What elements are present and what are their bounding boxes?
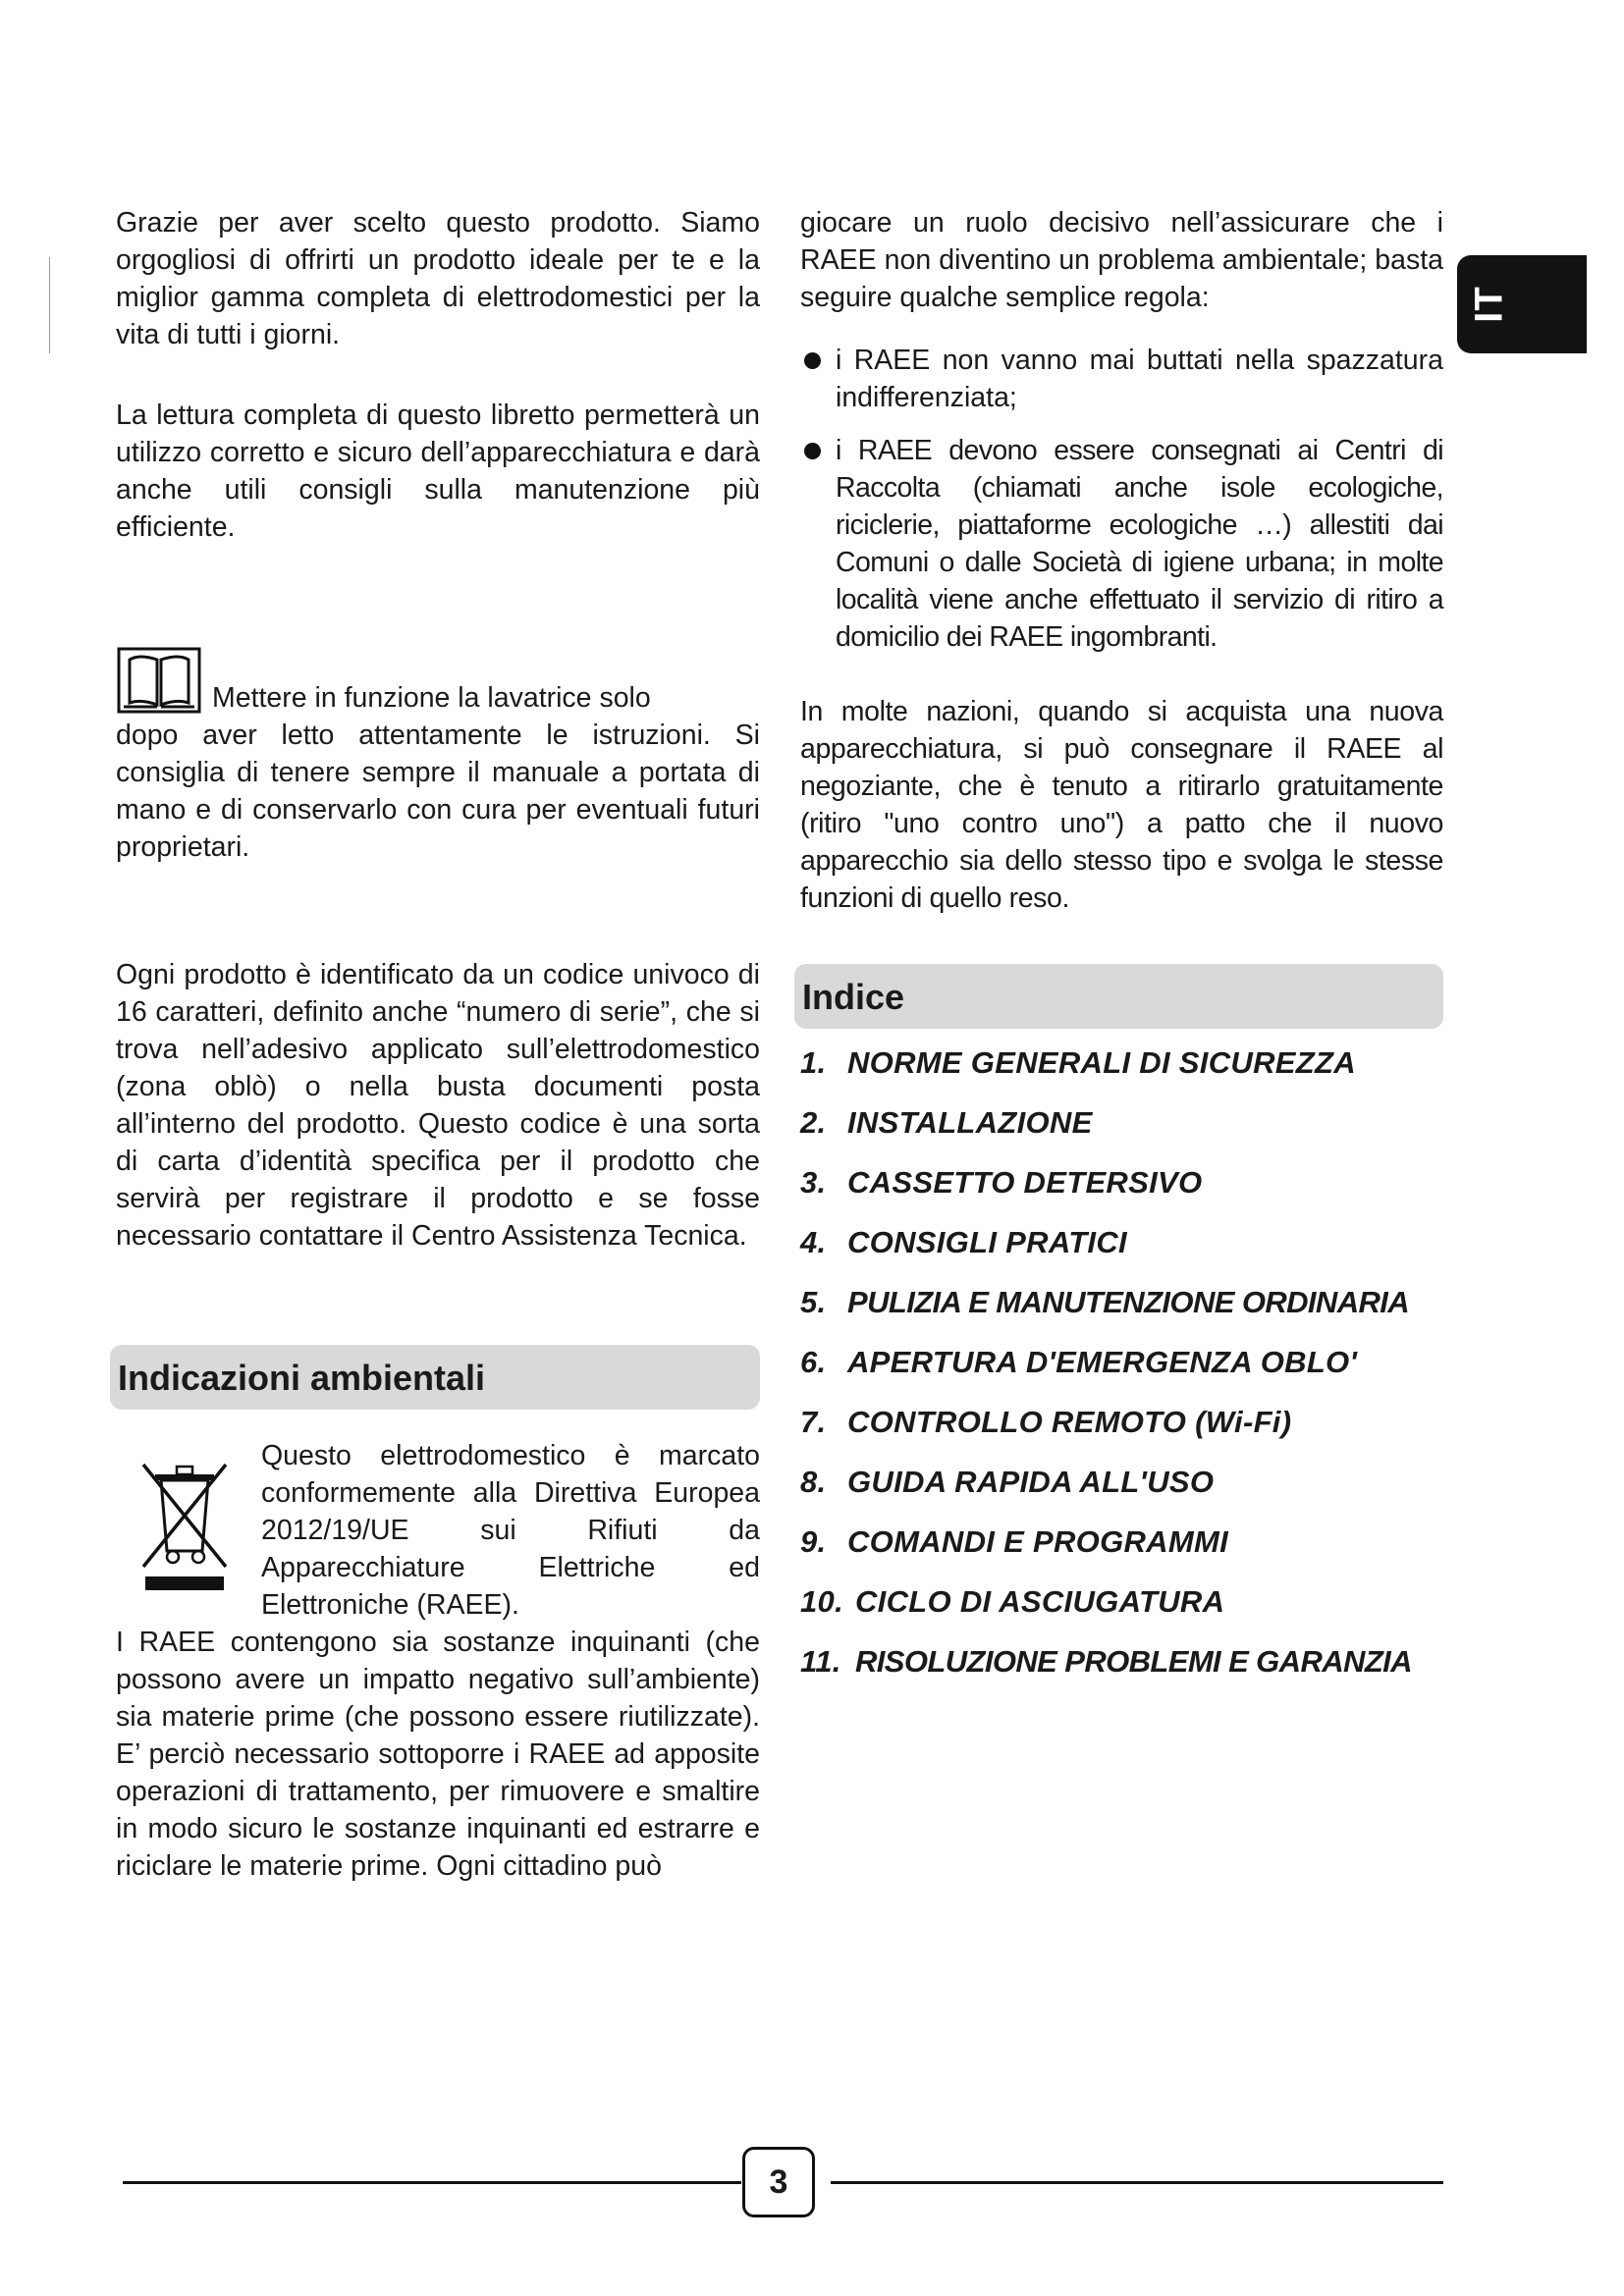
footer-rule-right: [831, 2181, 1443, 2184]
serial-paragraph: Ogni prodotto è identificato da un codice univoco di 16 caratteri, definito anche “numero di serie”, che si trova nell’adesivo applicato sull’elettrodomestico (zona oblò) o nella busta documenti posta all’interno del prodotto. Questo codice è una sorta di carta d’identità specifica per il prodotto che servirà per registrare il prodotto e se fosse necessario contattare il Centro Assistenza Tecnica.: [116, 959, 760, 1252]
index-heading: Indice: [794, 964, 1443, 1029]
manual-paragraph: dopo aver letto attentamente le istruzioni. Si consiglia di tenere sempre il manuale a portata di mano e di conservarlo con cura per eventuali futuri proprietari.: [116, 720, 760, 863]
manual-notice: [116, 646, 760, 866]
index-item: 8. GUIDA RAPIDA ALL'USO: [800, 1464, 1215, 1499]
bullet-dot: [804, 443, 821, 459]
language-tab-label: IT: [1467, 286, 1511, 323]
weee-marked-paragraph: Questo elettrodomestico è marcato conformemente alla Direttiva Europea 2012/19/UE sui Rifiuti da Apparecchiature Elettriche ed Elettroniche (RAEE).: [261, 1440, 760, 1621]
bullet-text: i RAEE non vanno mai buttati nella spazzatura indifferenziata;: [836, 345, 1443, 413]
left-column: [116, 204, 760, 1885]
bullet-text: i RAEE devono essere consegnati ai Centri di Raccolta (chiamati anche isole ecologiche, riciclerie, piattaforme ecologiche …) allestiti dai Comuni o dalle Società di igiene urbana; in molte località viene anche effettuato il servizio di ritiro a domicilio dei RAEE ingombranti.: [836, 435, 1443, 653]
reading-paragraph: La lettura completa di questo libretto permetterà un utilizzo corretto e sicuro dell’apparecchiatura e darà anche utili consigli sulla manutenzione più efficiente.: [116, 400, 760, 543]
index-item: 10. CICLO DI ASCIUGATURA: [800, 1583, 1225, 1619]
book-icon: [116, 646, 202, 717]
continuation-paragraph: giocare un ruolo decisivo nell’assicurare che i RAEE non diventino un problema ambientale; basta seguire qualche semplice regola:: [800, 207, 1443, 313]
nations-paragraph: In molte nazioni, quando si acquista una nuova apparecchiatura, si può consegnare il RAEE al negoziante, che è tenuto a ritirarlo gratuitamente (ritiro "uno contro uno") a patto che il nuovo apparecchio sia dello stesso tipo e svolga le stesse funzioni di quello reso.: [800, 696, 1443, 914]
bullet-item: [800, 432, 1443, 656]
environment-heading: Indicazioni ambientali: [110, 1345, 760, 1410]
page-number: 3: [742, 2147, 815, 2217]
weee-body-paragraph: I RAEE contengono sia sostanze inquinanti (che possono avere un impatto negativo sull’ambiente) sia materie prime (che possono essere riutilizzate). E’ perciò necessario sottoporre i RAEE ad apposite operazioni di trattamento, per rimuovere e smaltire in modo sicuro le sostanze inquinanti ed estrarre e riciclare le materie prime. Ogni cittadino può: [116, 1627, 760, 1882]
index-item: 7. CONTROLLO REMOTO (Wi-Fi): [800, 1404, 1292, 1439]
language-tab: [1457, 255, 1587, 353]
weee-notice: [116, 1437, 760, 1624]
index-item: 1. NORME GENERALI DI SICUREZZA: [800, 1044, 1356, 1080]
bullet-item: [800, 342, 1443, 416]
right-column: [800, 204, 1443, 1691]
index-item: 9. COMANDI E PROGRAMMI: [800, 1523, 1229, 1559]
margin-marker: [49, 257, 50, 353]
footer-rule-left: [123, 2181, 741, 2184]
index-item: 5. PULIZIA E MANUTENZIONE ORDINARIA: [800, 1284, 1410, 1319]
index-item: 11. RISOLUZIONE PROBLEMI E GARANZIA: [800, 1643, 1412, 1679]
index-item: 3. CASSETTO DETERSIVO: [800, 1164, 1203, 1200]
index-item: 6. APERTURA D'EMERGENZA OBLO': [800, 1344, 1358, 1379]
manual-first-line: Mettere in funzione la lavatrice solo: [212, 682, 651, 714]
index-item: 4. CONSIGLI PRATICI: [800, 1224, 1127, 1259]
crossed-bin-icon: [139, 1451, 230, 1592]
intro-paragraph: Grazie per aver scelto questo prodotto. Siamo orgogliosi di offrirti un prodotto ideale per te e la miglior gamma completa di elettrodomestici per la vita di tutti i giorni.: [116, 207, 760, 350]
index-item: 2. INSTALLAZIONE: [800, 1104, 1093, 1140]
bullet-dot: [804, 352, 821, 369]
index-list: [800, 1033, 1443, 1691]
